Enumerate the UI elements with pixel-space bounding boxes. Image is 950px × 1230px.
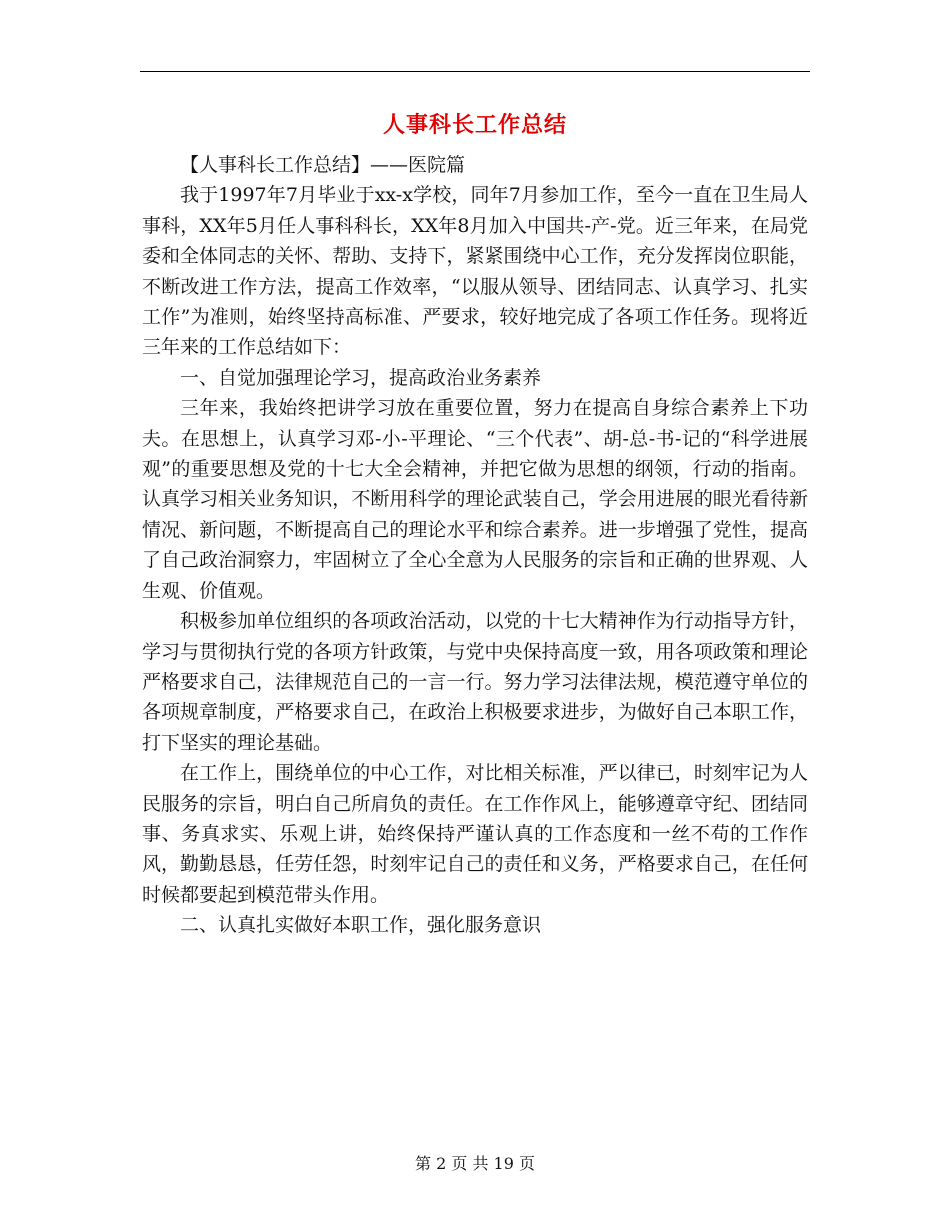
paragraph-work: 在工作上，围绕单位的中心工作，对比相关标准，严以律已，时刻牢记为人民服务的宗旨，明白自己所肩负的责任。在工作作风上，能够遵章守纪、团结同事、务真求实、乐观上讲，始终保持严谨认真的工作态度和一丝不苟的工作作风，勤勤恳恳，任劳任怨，时刻牢记自己的责任和义务，严格要求自己，在任何时候都要起到模范带头作用。 [142, 762, 808, 906]
section-heading-2: 二、认真扎实做好本职工作，强化服务意识 [180, 914, 542, 937]
document-title: 人事科长工作总结 [382, 112, 567, 138]
page-number: 第 2 页 共 19 页 [415, 1154, 535, 1173]
header-rule [140, 71, 810, 72]
paragraph-subtitle: 【人事科长工作总结】——医院篇 [180, 154, 466, 176]
paragraph-politics: 积极参加单位组织的各项政治活动，以党的十七大精神作为行动指导方针，学习与贯彻执行党的各项方针政策，与党中央保持高度一致，用各项政策和理论严格要求自己，法律规范自己的一言一行。努力学习法律法规，模范遵守单位的各项规章制度，严格要求自己，在政治上积极要求进步，为做好自己本职工作，打下坚实的理论基础。 [142, 610, 808, 754]
paragraph-study: 三年来，我始终把讲学习放在重要位置，努力在提高自身综合素养上下功夫。在思想上，认真学习邓-小-平理论、“三个代表”、胡-总-书-记的“科学进展观”的重要思想及党的十七大全会精神，并把它做为思想的纲领，行动的指南。认真学习相关业务知识，不断用科学的理论武装自己，学会用进展的眼光看待新情况、新问题，不断提高自己的理论水平和综合素养。进一步增强了党性，提高了自己政治洞察力，牢固树立了全心全意为人民服务的宗旨和正确的世界观、人生观、价值观。 [142, 397, 808, 602]
paragraph-intro: 我于1997年7月毕业于xx-x学校，同年7月参加工作，至今一直在卫生局人事科，XX年5月任人事科科长，XX年8月加入中国共-产-党。近三年来，在局党委和全体同志的关怀、帮助、支持下，紧紧围绕中心工作，充分发挥岗位职能，不断改进工作方法，提高工作效率，“以服从领导、团结同志、认真学习、扎实工作”为准则，始终坚持高标准、严要求，较好地完成了各项工作任务。现将近三年来的工作总结如下： [142, 184, 808, 359]
document-body [142, 150, 808, 941]
section-heading-1: 一、自觉加强理论学习，提高政治业务素养 [180, 366, 542, 389]
